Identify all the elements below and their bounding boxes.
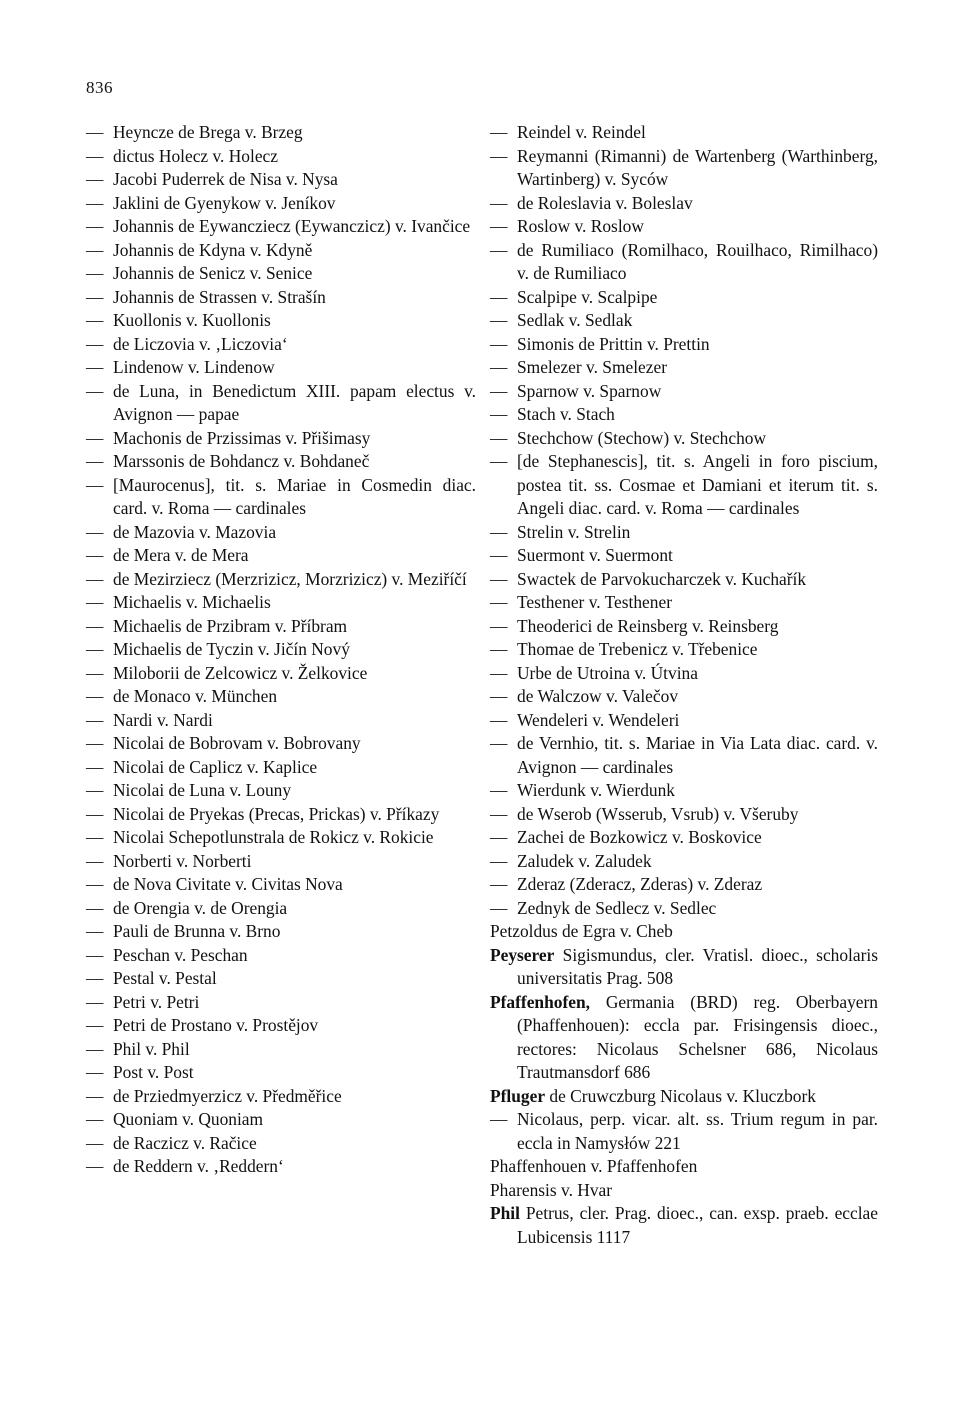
entry-dash: — [86,1132,104,1153]
entry-text: Roslow v. Roslow [517,216,644,236]
index-entry [86,121,476,145]
entry-dash: — [490,803,508,824]
index-entry [86,779,476,803]
entry-text: Pestal v. Pestal [113,968,217,988]
index-entry [490,803,878,827]
index-entry [86,920,476,944]
index-entry [86,591,476,615]
index-entry [490,685,878,709]
entry-text: Thomae de Trebenicz v. Třebenice [517,639,758,659]
entry-dash: — [490,192,508,213]
entry-text: de Wserob (Wsserub, Vsrub) v. Všeruby [517,803,799,824]
index-entry [490,192,878,216]
entry-text: dictus Holecz v. Holecz [113,145,278,166]
entry-text: Nicolai de Caplicz v. Kaplice [113,756,318,777]
entry-dash: — [86,662,104,683]
index-entry [86,826,476,850]
index-entry [490,309,878,333]
entry-dash: — [86,944,104,965]
index-entry [86,521,476,545]
entry-dash: — [86,991,104,1012]
entry-dash: — [86,592,104,612]
entry-text: de Reddern v. ‚Reddern‘ [113,1156,284,1176]
entry-text: Kuollonis v. Kuollonis [113,310,271,330]
entry-dash: — [490,1109,508,1129]
entry-text: [Maurocenus], tit. s. Mariae in Cosmedin diac. card. v. Roma — cardinales [113,474,476,518]
entry-text: Nicolaus, perp. vicar. alt. ss. Trium regum in par. eccla in Namysłów 221 [517,1109,878,1153]
entry-dash: — [86,639,104,659]
entry-dash: — [86,521,104,542]
entry-text: Johannis de Kdyna v. Kdyně [113,239,313,260]
entry-dash: — [490,733,508,753]
entry-text: Reindel v. Reindel [517,122,646,142]
entry-headword: Pfluger [490,1085,546,1106]
index-entry [86,732,476,756]
entry-dash: — [86,216,104,236]
index-entry [490,568,878,592]
entry-dash: — [490,216,508,236]
index-entry [490,779,878,803]
entry-text: Miloborii de Zelcowicz v. Želkovice [113,662,368,683]
entry-text: Smelezer v. Smelezer [517,357,668,377]
entry-text: Pauli de Brunna v. Brno [113,921,281,941]
entry-dash: — [490,357,508,377]
index-entry [86,638,476,662]
entry-text: Reymanni (Rimanni) de Wartenberg (Warthinberg, Wartinberg) v. Syców [517,145,878,189]
entry-dash: — [86,615,104,636]
entry-dash: — [86,968,104,988]
entry-text: Sparnow v. Sparnow [517,380,662,401]
entry-dash: — [86,169,104,189]
entry-text: [de Stephanescis], tit. s. Angeli in foro piscium, postea tit. ss. Cosmae et Damiani et iterum tit. s. Angeli diac. card. v. Roma — cardinales [517,451,878,518]
entry-dash: — [86,380,104,401]
entry-dash: — [86,1038,104,1059]
index-entry [86,1132,476,1156]
entry-text: Zednyk de Sedlecz v. Sedlec [517,897,717,918]
entry-headword: Phil [490,1203,520,1223]
entry-dash: — [86,427,104,448]
entry-dash: — [490,780,508,800]
index-entry [490,521,878,545]
entry-dash: — [86,780,104,800]
entry-dash: — [86,756,104,777]
index-entry [86,967,476,991]
index-column-right [490,121,878,1249]
entry-text: Johannis de Strassen v. Strašín [113,286,326,307]
index-entry [490,1085,878,1109]
entry-text: Suermont v. Suermont [517,545,673,565]
index-entry [490,897,878,921]
entry-text: de Monaco v. München [113,686,278,706]
entry-dash: — [490,662,508,683]
entry-text: Nicolai Schepotlunstrala de Rokicz v. Rokicie [113,827,434,847]
entry-text: Wendeleri v. Wendeleri [517,709,680,730]
index-entry [86,544,476,568]
entry-dash: — [490,827,508,847]
entry-dash: — [490,145,508,166]
index-entry [490,1179,878,1203]
index-entry [86,145,476,169]
entry-text: Lindenow v. Lindenow [113,357,275,377]
entry-dash: — [86,709,104,730]
index-entry [490,709,878,733]
entry-text: de Liczovia v. ‚Liczovia‘ [113,333,288,354]
entry-dash: — [490,615,508,636]
index-entry [86,615,476,639]
entry-dash: — [490,239,508,260]
page-number: 836 [86,78,113,97]
index-entry [86,474,476,521]
entry-text: Zaludek v. Zaludek [517,850,652,871]
index-entry [490,333,878,357]
entry-dash: — [490,545,508,565]
entry-text: Johannis de Eywancziecz (Eywanczicz) v. Ivančice [113,216,471,236]
entry-text: Wierdunk v. Wierdunk [517,780,675,800]
index-entry [86,1108,476,1132]
entry-text: de Mera v. de Mera [113,545,249,565]
entry-dash: — [490,709,508,730]
entry-dash: — [86,192,104,213]
entry-dash: — [86,239,104,260]
entry-text: Petzoldus de Egra v. Cheb [490,921,673,941]
index-entry [490,944,878,991]
index-entry [490,239,878,286]
entry-text: Stach v. Stach [517,404,615,424]
index-entry [490,356,878,380]
entry-dash: — [86,451,104,471]
entry-text: Phil v. Phil [113,1038,190,1059]
entry-dash: — [490,380,508,401]
entry-text: Post v. Post [113,1062,194,1082]
index-entry [86,356,476,380]
index-entry [86,239,476,263]
entry-dash: — [86,263,104,283]
index-entry [86,333,476,357]
index-entry [490,380,878,404]
entry-dash: — [490,897,508,918]
entry-text: de Mezirziecz (Merzrizicz, Morzrizicz) v. Meziříčí [113,568,467,589]
index-entry [490,615,878,639]
entry-text: Nicolai de Pryekas (Precas, Prickas) v. Příkazy [113,803,440,824]
entry-text: Pharensis v. Hvar [490,1179,613,1200]
entry-text: de Raczicz v. Račice [113,1132,257,1153]
entry-text: Simonis de Prittin v. Prettin [517,333,710,354]
index-entry [490,873,878,897]
entry-text: Marssonis de Bohdancz v. Bohdaneč [113,451,370,471]
entry-dash: — [490,639,508,659]
index-entry [86,192,476,216]
index-entry [86,168,476,192]
entry-dash: — [86,733,104,753]
index-entry [86,803,476,827]
index-entry [86,897,476,921]
entry-dash: — [86,1085,104,1106]
index-entry [490,826,878,850]
index-entry [490,591,878,615]
entry-dash: — [86,357,104,377]
entry-text: Johannis de Senicz v. Senice [113,263,313,283]
entry-dash: — [86,897,104,918]
entry-text: Testhener v. Testhener [517,592,672,612]
entry-text: Theoderici de Reinsberg v. Reinsberg [517,615,779,636]
entry-text: Swactek de Parvokucharczek v. Kuchařík [517,568,807,589]
entry-text: Jacobi Puderrek de Nisa v. Nysa [113,169,338,189]
entry-text: de Walczow v. Valečov [517,686,679,706]
entry-dash: — [86,686,104,706]
index-entry [490,920,878,944]
entry-text: Scalpipe v. Scalpipe [517,286,658,307]
entry-dash: — [490,310,508,330]
index-entry [86,1061,476,1085]
entry-text: Nicolai de Luna v. Louny [113,780,292,800]
entry-text: Petri v. Petri [113,991,200,1012]
entry-dash: — [86,1156,104,1176]
entry-text: de Nova Civitate v. Civitas Nova [113,874,343,894]
entry-text: de Luna, in Benedictum XIII. papam electus v. Avignon — papae [113,380,476,424]
index-entry [490,638,878,662]
index-entry [86,1014,476,1038]
entry-dash: — [490,122,508,142]
entry-text: Norberti v. Norberti [113,850,252,871]
index-entry [490,286,878,310]
index-entry [490,1155,878,1179]
entry-dash: — [86,474,104,495]
index-entry [86,568,476,592]
index-entry [490,450,878,521]
index-entry [86,215,476,239]
index-entry [86,944,476,968]
entry-text: Nicolai de Bobrovam v. Bobrovany [113,733,361,753]
entry-text: Jaklini de Gyenykow v. Jeníkov [113,192,336,213]
entry-dash: — [490,286,508,307]
entry-dash: — [86,1109,104,1129]
entry-dash: — [490,850,508,871]
entry-dash: — [86,874,104,894]
index-entry [490,732,878,779]
entry-text: Heyncze de Brega v. Brzeg [113,122,303,142]
index-entry [86,380,476,427]
entry-text: Michaelis de Przibram v. Příbram [113,615,348,636]
entry-dash: — [86,827,104,847]
index-entry [86,1155,476,1179]
entry-dash: — [490,451,508,471]
entry-text: Nardi v. Nardi [113,709,213,730]
entry-text: de Orengia v. de Orengia [113,897,288,918]
index-entry [86,709,476,733]
entry-text: Sedlak v. Sedlak [517,310,633,330]
index-entry [490,1108,878,1155]
entry-text: de Mazovia v. Mazovia [113,521,277,542]
index-entry [490,662,878,686]
entry-dash: — [86,921,104,941]
entry-dash: — [490,592,508,612]
index-entry [86,685,476,709]
entry-dash: — [86,1062,104,1082]
entry-text: Zachei de Bozkowicz v. Boskovice [517,827,762,847]
index-entry [86,286,476,310]
entry-text: Machonis de Przissimas v. Přišimasy [113,427,371,448]
index-entry [490,427,878,451]
index-entry [490,121,878,145]
entry-text: Peschan v. Peschan [113,944,248,965]
index-entry [490,145,878,192]
index-entry [490,1202,878,1249]
index-entry [86,1085,476,1109]
entry-dash: — [86,1015,104,1035]
entry-text: Michaelis de Tyczin v. Jičín Nový [113,639,350,659]
entry-text: Petri de Prostano v. Prostějov [113,1015,319,1035]
entry-text: Petrus, cler. Prag. dioec., can. exsp. praeb. ecclae Lubicensis 1117 [517,1203,878,1247]
entry-dash: — [86,850,104,871]
entry-dash: — [490,874,508,894]
entry-dash: — [86,803,104,824]
entry-text: Germania (BRD) reg. Oberbayern (Phaffenhouen): eccla par. Frisingensis dioec., rectores: Nicolaus Schelsner 686, Nicolaus Trautmansdorf 686 [517,991,878,1082]
index-entry [86,991,476,1015]
entry-text: de Rumiliaco (Romilhaco, Rouilhaco, Rimilhaco) v. de Rumiliaco [517,239,878,283]
index-entry [86,309,476,333]
index-entry [490,215,878,239]
entry-dash: — [490,404,508,424]
entry-text: de Prziedmyerzicz v. Předměřice [113,1085,342,1106]
entry-dash: — [86,286,104,307]
index-entry [86,427,476,451]
entry-text: Quoniam v. Quoniam [113,1109,264,1129]
index-entry [490,544,878,568]
entry-dash: — [86,333,104,354]
entry-dash: — [86,122,104,142]
entry-dash: — [86,545,104,565]
index-entry [86,1038,476,1062]
entry-dash: — [490,427,508,448]
entry-dash: — [86,310,104,330]
entry-text: de Vernhio, tit. s. Mariae in Via Lata diac. card. v. Avignon — cardinales [517,733,878,777]
index-entry [490,850,878,874]
entry-dash: — [490,333,508,354]
entry-text: Stechchow (Stechow) v. Stechchow [517,427,767,448]
index-column-left [86,121,476,1179]
entry-text: Zderaz (Zderacz, Zderas) v. Zderaz [517,874,763,894]
index-entry [86,662,476,686]
entry-dash: — [86,568,104,589]
entry-text: Phaffenhouen v. Pfaffenhofen [490,1156,698,1176]
entry-dash: — [490,568,508,589]
index-entry [490,403,878,427]
entry-text: de Roleslavia v. Boleslav [517,192,693,213]
index-entry [86,450,476,474]
index-entry [86,756,476,780]
index-entry [86,262,476,286]
index-entry [490,991,878,1085]
entry-dash: — [490,686,508,706]
entry-text: Sigismundus, cler. Vratisl. dioec., scholaris universitatis Prag. 508 [517,944,878,988]
entry-headword: Pfaffenhofen, [490,991,590,1012]
index-entry [86,873,476,897]
entry-text: Urbe de Utroina v. Útvina [517,662,698,683]
entry-headword: Peyserer [490,944,555,965]
entry-dash: — [86,145,104,166]
entry-dash: — [490,521,508,542]
entry-text: Strelin v. Strelin [517,521,631,542]
entry-text: Michaelis v. Michaelis [113,592,271,612]
entry-text: de Cruwczburg Nicolaus v. Kluczbork [545,1085,816,1106]
index-entry [86,850,476,874]
